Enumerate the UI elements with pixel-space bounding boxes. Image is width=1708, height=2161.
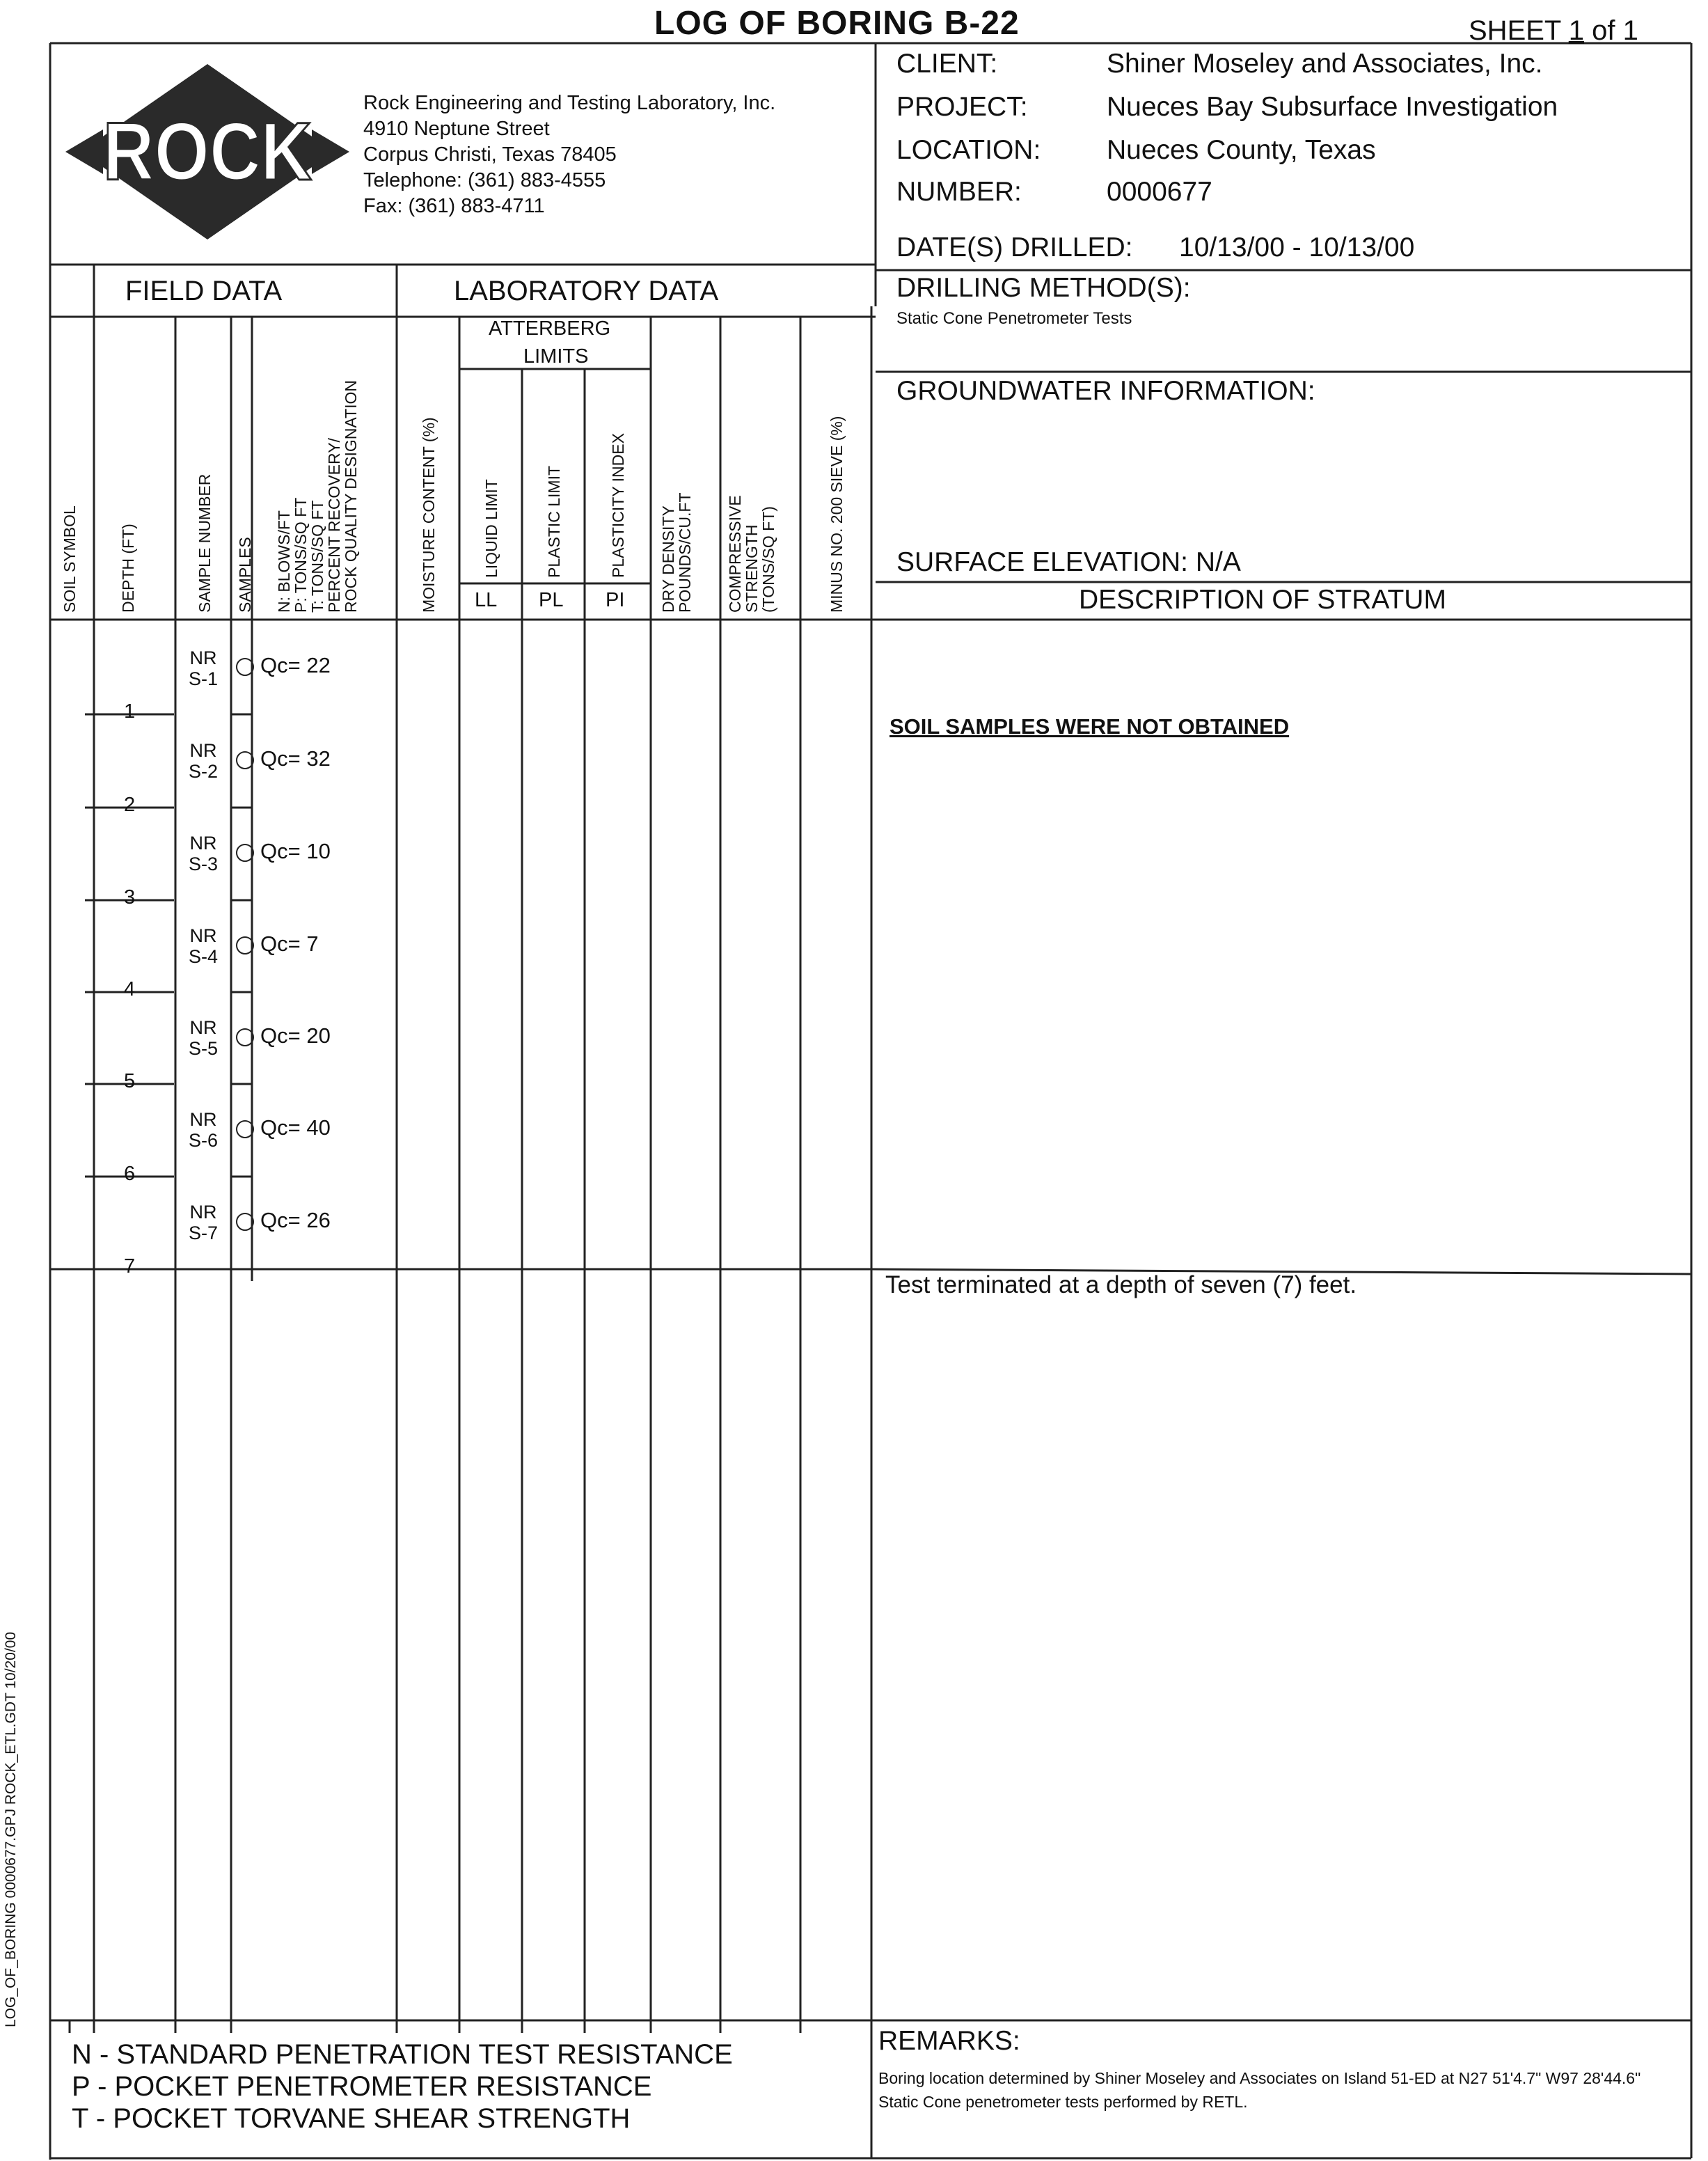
drilling-method-label: DRILLING METHOD(S): (896, 273, 1191, 303)
sheet-label: SHEET (1469, 15, 1561, 46)
sample-number-header: SAMPLE NUMBER (196, 473, 214, 613)
sample-recovery: NR (189, 833, 217, 854)
depth-tick: 2 (124, 794, 136, 816)
qc-value: Qc= 26 (260, 1208, 331, 1232)
sample-recovery: NR (189, 925, 217, 946)
pi-header: PI (606, 589, 625, 611)
depth-tick: 1 (124, 700, 136, 723)
number-label: NUMBER: (896, 177, 1022, 207)
surface-elevation-value: N/A (1195, 547, 1241, 577)
sheet-total: 1 (1622, 15, 1638, 46)
location-value: Nueces County, Texas (1107, 135, 1376, 165)
qc-value: Qc= 20 (260, 1023, 331, 1048)
sample-label (184, 1202, 223, 1243)
rock-logo-icon (61, 60, 354, 244)
blows-header: N: BLOWS/FT P: TONS/SQ FT T: TONS/SQ FT PERCENT RECOVERY/ ROCK QUALITY DESIGNATION (275, 380, 360, 613)
drilling-method-value: Static Cone Penetrometer Tests (896, 309, 1132, 328)
pl-header: PL (539, 589, 564, 611)
sample-label (184, 1109, 223, 1151)
qc-value: Qc= 32 (260, 746, 331, 771)
company-telephone: Telephone: (361) 883-4555 (363, 169, 606, 191)
sample-label (184, 1017, 223, 1059)
sample-recovery: NR (189, 1202, 217, 1223)
depth-tick: 3 (124, 886, 136, 909)
sample-id: S-7 (188, 1223, 219, 1243)
qc-value: Qc= 10 (260, 839, 331, 863)
remarks-label: REMARKS: (878, 2026, 1020, 2056)
moisture-header: MOISTURE CONTENT (%) (420, 417, 438, 613)
sample-label (184, 647, 223, 689)
surface-elevation-title: SURFACE ELEVATION: (896, 547, 1188, 577)
strata-note: SOIL SAMPLES WERE NOT OBTAINED (889, 714, 1290, 739)
sample-id: S-3 (188, 854, 219, 874)
qc-value: Qc= 40 (260, 1115, 331, 1140)
description-header: DESCRIPTION OF STRATUM (1079, 585, 1446, 615)
company-street: 4910 Neptune Street (363, 118, 550, 140)
client-label: CLIENT: (896, 49, 998, 79)
field-data-header: FIELD DATA (125, 276, 283, 306)
sample-label (184, 740, 223, 782)
legend-t: T - POCKET TORVANE SHEAR STRENGTH (72, 2103, 631, 2134)
termination-note: Test terminated at a depth of seven (7) feet. (885, 1271, 1357, 1298)
limits-header: LIMITS (523, 345, 589, 368)
sample-recovery: NR (189, 740, 217, 761)
depth-header: DEPTH (FT) (119, 524, 137, 613)
minus-200-header: MINUS NO. 200 SIEVE (%) (828, 416, 846, 613)
project-label: PROJECT: (896, 92, 1028, 122)
plastic-limit-header: PLASTIC LIMIT (545, 465, 563, 578)
depth-tick: 6 (124, 1163, 136, 1185)
remarks-text: Boring location determined by Shiner Moseley and Associates on Island 51-ED at N27 51'4.7" W97 28'44.6" Static Cone penetrometer tests performed by RETL. (878, 2069, 1641, 2111)
legend-n: N - STANDARD PENETRATION TEST RESISTANCE (72, 2039, 733, 2070)
company-city: Corpus Christi, Texas 78405 (363, 143, 617, 166)
groundwater-label: GROUNDWATER INFORMATION: (896, 376, 1315, 406)
sheet-of: of (1592, 15, 1615, 46)
sample-recovery: NR (189, 1109, 217, 1130)
dates-value: 10/13/00 - 10/13/00 (1179, 233, 1415, 262)
sheet-indicator (1469, 15, 1638, 47)
depth-tick: 7 (124, 1255, 136, 1278)
dry-density-header: DRY DENSITY POUNDS/CU.FT (659, 492, 694, 613)
sample-id: S-2 (188, 761, 219, 782)
plasticity-index-header: PLASTICITY INDEX (609, 433, 627, 578)
qc-value: Qc= 7 (260, 932, 319, 956)
legend (72, 2038, 733, 2135)
depth-tick: 5 (124, 1070, 136, 1092)
company-name: Rock Engineering and Testing Laboratory, Inc. (363, 92, 776, 114)
qc-value: Qc= 22 (260, 653, 331, 677)
company-fax: Fax: (361) 883-4711 (363, 195, 545, 217)
sample-id: S-1 (188, 668, 219, 689)
sample-id: S-5 (188, 1038, 219, 1059)
dates-label: DATE(S) DRILLED: (896, 233, 1133, 262)
number-value: 0000677 (1107, 177, 1212, 207)
surface-elevation-label (896, 547, 1241, 578)
sample-recovery: NR (189, 1017, 217, 1038)
compressive-strength-header: COMPRESSIVE STRENGTH (TONS/SQ FT) (726, 495, 777, 613)
sample-label (184, 925, 223, 967)
location-label: LOCATION: (896, 135, 1041, 165)
soil-symbol-header: SOIL SYMBOL (61, 505, 79, 613)
ll-header: LL (475, 589, 498, 611)
company-block (363, 91, 775, 219)
samples-header: SAMPLES (236, 537, 254, 613)
footer-side-text: LOG_OF_BORING 0000677.GPJ ROCK_ETL.GDT 10/20/00 (3, 1631, 19, 2027)
legend-p: P - POCKET PENETROMETER RESISTANCE (72, 2071, 652, 2102)
sample-label (184, 833, 223, 874)
depth-tick: 4 (124, 978, 136, 1000)
sheet-current: 1 (1568, 15, 1585, 46)
logo-text: ROCK (103, 106, 312, 198)
lab-data-header: LABORATORY DATA (454, 276, 719, 306)
atterberg-header: ATTERBERG (489, 317, 611, 340)
project-value: Nueces Bay Subsurface Investigation (1107, 92, 1558, 122)
liquid-limit-header: LIQUID LIMIT (482, 479, 500, 578)
sample-id: S-6 (188, 1130, 219, 1151)
client-value: Shiner Moseley and Associates, Inc. (1107, 49, 1543, 79)
sample-recovery: NR (189, 647, 217, 668)
log-title: LOG OF BORING B-22 (654, 5, 1020, 42)
sample-id: S-4 (188, 946, 219, 967)
